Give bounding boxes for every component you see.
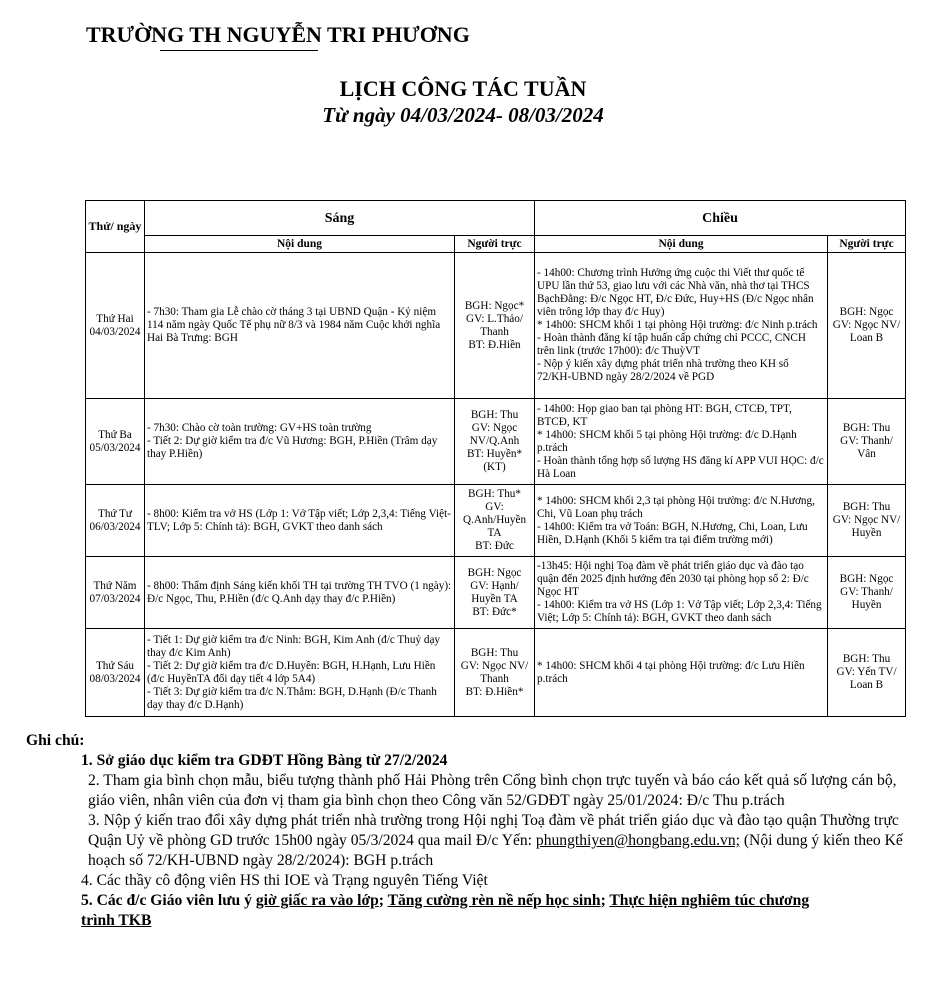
duty-line: BGH: Thu <box>842 501 891 513</box>
morning-duty <box>455 399 535 485</box>
task-line: * 14h00: SHCM khối 2,3 tại phòng Hội trường: đ/c N.Hương, Chi, Vũ Loan phụ trách <box>537 494 815 520</box>
table-row <box>86 557 906 629</box>
table-row <box>86 629 906 717</box>
morning-duty <box>455 629 535 717</box>
day-cell <box>86 253 145 399</box>
morning-content <box>145 399 455 485</box>
day-date: 06/03/2024 <box>89 520 141 533</box>
task-line: - Tiết 3: Dự giờ kiểm tra đ/c N.Thắm: BGH, D.Hạnh (Đ/c Thanh dạy thay đ/c D.Hạnh) <box>147 685 437 711</box>
day-name: Thứ Sáu <box>95 659 135 672</box>
header-afternoon: Chiều <box>535 201 906 236</box>
morning-content <box>145 629 455 717</box>
duty-line: GV: Hạnh/ Huyền TA <box>470 579 519 605</box>
header-day: Thứ/ ngày <box>86 201 145 253</box>
school-name: TRƯỜNG TH NGUYỄN TRI PHƯƠNG <box>86 22 470 47</box>
afternoon-duty <box>828 485 906 557</box>
day-date: 05/03/2024 <box>89 441 141 454</box>
note-5-item-1: giờ giấc ra vào lớp <box>255 892 379 909</box>
date-range: Từ ngày 04/03/2024- 08/03/2024 <box>322 103 604 127</box>
task-line: - 14h00: Kiểm tra vở HS (Lớp 1: Vở Tập viết; Lớp 2,3,4: Tiếng Việt; Lớp 5: Chính tả): BGH, GVKT theo danh sách <box>537 599 822 624</box>
task-line: - Tiết 2: Dự giờ kiểm tra đ/c D.Huyền: BGH, H.Hạnh, Lưu Hiền (đ/c HuyềnTA đổi dạy tiết 4 lớp 5A4) <box>147 659 436 685</box>
email-link[interactable]: phungthiyen@hongbang.edu.vn; <box>535 832 740 849</box>
morning-duty <box>455 557 535 629</box>
duty-line: BGH: Thu <box>842 422 891 434</box>
task-line: - 14h00: Họp giao ban tại phòng HT: BGH, CTCĐ, TPT, BTCĐ, KT <box>537 402 792 428</box>
afternoon-duty <box>828 629 906 717</box>
morning-content <box>145 557 455 629</box>
duty-line: GV: Ngọc NV/ Loan B <box>832 319 901 344</box>
note-5-item-2: Tăng cường rèn nề nếp học sinh <box>387 892 601 909</box>
schedule-table <box>85 200 906 717</box>
day-cell <box>86 399 145 485</box>
table-row <box>86 399 906 485</box>
notes-section <box>26 731 906 931</box>
task-line: - Hoàn thành tổng hợp số lượng HS đăng kí APP VUI HỌC: đ/c Hà Loan <box>537 454 824 480</box>
notes-label: Ghi chú: <box>26 732 85 749</box>
afternoon-duty <box>828 557 906 629</box>
duty-line: GV: Q.Anh/Huyền TA <box>462 501 527 539</box>
day-cell <box>86 485 145 557</box>
school-name-underline <box>160 50 318 51</box>
duty-line: GV: Ngọc NV/Q.Anh <box>469 422 520 447</box>
duty-line: GV: Thanh/ Huyền <box>840 586 893 611</box>
day-cell <box>86 557 145 629</box>
header-afternoon-duty: Người trực <box>828 236 906 253</box>
duty-line: GV: L.Thảo/ Thanh <box>466 312 523 338</box>
note-5-sep-2: ; <box>600 892 610 909</box>
task-line: - 8h00: Thẩm định Sáng kiến khối TH tại trường TH TVO (1 ngày): Đ/c Ngọc, Thu, P.Hiền (đ/c Q.Anh dạy thay đ/c P.Hiền) <box>147 579 452 605</box>
duty-line: BGH: Ngọc <box>467 566 522 579</box>
day-name: Thứ Hai <box>96 312 134 325</box>
duty-line: BT: Đức* <box>472 605 517 618</box>
table-row <box>86 253 906 399</box>
page-title: LỊCH CÔNG TÁC TUẦN <box>339 76 587 101</box>
afternoon-duty <box>828 399 906 485</box>
duty-line: BGH: Thu <box>470 646 519 659</box>
task-line: - Tiết 1: Dự giờ kiểm tra đ/c Ninh: BGH, Kim Anh (đ/c Thuỷ dạy thay đ/c Kim Anh) <box>147 633 440 659</box>
task-line: * 14h00: SHCM khối 5 tại phòng Hội trường: đ/c D.Hạnh p.trách <box>537 428 797 454</box>
duty-line: BGH: Ngọc <box>839 306 894 318</box>
task-line: - 14h00: Chương trình Hưởng ứng cuộc thi Viết thư quốc tế UPU lần thứ 53, giao lưu với các Nhà văn, nhà thơ tại THCS BạchĐằng: Đ/c Ngọc HT, Đ/c Đức, Huy+HS (Đ/c Ngọc nhân viên trông lớp thay đ/c Huy) <box>537 267 814 318</box>
duty-line: GV: Ngọc NV/ Huyền <box>832 514 901 539</box>
header-afternoon-content: Nội dung <box>535 236 828 253</box>
task-line: - 8h00: Kiểm tra vở HS (Lớp 1: Vở Tập viết; Lớp 2,3,4: Tiếng Việt- TLV; Lớp 5: Chính tả): BGH, GVKT theo danh sách <box>147 507 451 533</box>
note-1: 1. Sở giáo dục kiểm tra GDĐT Hồng Bàng từ 27/2/2024 <box>81 752 448 769</box>
note-3 <box>26 811 906 871</box>
note-4: 4. Các thầy cô động viên HS thi IOE và Trạng nguyên Tiếng Việt <box>81 872 488 889</box>
duty-line: BGH: Ngọc <box>839 573 894 585</box>
day-cell <box>86 629 145 717</box>
note-5-item-3: Thực hiện nghiêm túc chương trình TKB <box>81 892 810 929</box>
afternoon-content <box>535 629 828 717</box>
duty-line: GV: Thanh/ Vân <box>840 435 893 460</box>
task-line: * 14h00: SHCM khối 4 tại phòng Hội trường: đ/c Lưu Hiền p.trách <box>537 659 805 685</box>
task-line: - Nộp ý kiến xây dựng phát triển nhà trường theo KH số 72/KH-UBND ngày 28/2/2024 về PGD <box>537 358 789 383</box>
day-name: Thứ Ba <box>98 428 132 441</box>
afternoon-content <box>535 485 828 557</box>
day-name: Thứ Tư <box>98 507 132 520</box>
afternoon-content <box>535 399 828 485</box>
note-5-prefix: 5. Các đ/c Giáo viên lưu ý <box>81 892 256 909</box>
morning-content <box>145 485 455 557</box>
note-3-text: 3. Nộp ý kiến trao đổi xây dựng phát triển nhà trường trong Hội nghị Toạ đàm về phát triển giáo dục và đào tạo quận Thường trực Quận Uỷ về phòng GD trước 15h00 ngày 05/3/2024 qua mail Đ/c Yến: <box>88 812 899 849</box>
header-morning-duty: Người trực <box>455 236 535 253</box>
task-line: - 14h00: Kiểm tra vở Toán: BGH, N.Hương, Chi, Loan, Lưu Hiền, D.Hạnh (Khối 5 kiểm tra tại điểm trường mới) <box>537 520 808 546</box>
task-line: -13h45: Hội nghị Toạ đàm về phát triển giáo dục và đào tạo quận đến 2025 định hướng đến 2030 tại phòng họp số 2: Đ/c Ngọc HT <box>537 560 809 598</box>
header-morning-content: Nội dung <box>145 236 455 253</box>
duty-line: BT: Đ.Hiền* <box>465 685 524 698</box>
note-5 <box>26 891 906 931</box>
duty-line: BGH: Thu <box>470 409 519 421</box>
duty-line: GV: Yến TV/ Loan B <box>836 666 897 691</box>
note-2: 2. Tham gia bình chọn mẫu, biểu tượng thành phố Hải Phòng trên Cổng bình chọn trực tuyến và báo cáo kết quả số lượng cán bộ, giáo viên, nhân viên của đơn vị tham gia bình chọn theo Công văn 52/GDĐT ngày 25/01/2024: Đ/c Thu p.trách <box>88 772 897 809</box>
day-date: 08/03/2024 <box>89 672 141 685</box>
task-line: - Tiết 2: Dự giờ kiểm tra đ/c Vũ Hương: BGH, P.Hiền (Trâm dạy thay P.Hiền) <box>147 435 438 460</box>
afternoon-content <box>535 557 828 629</box>
afternoon-content <box>535 253 828 399</box>
day-name: Thứ Năm <box>93 579 137 592</box>
task-line: - 7h30: Tham gia Lễ chào cờ tháng 3 tại UBND Quận - Kỷ niệm 114 năm ngày Quốc Tế phụ nữ 8/3 và 1984 năm Cuộc khởi nghĩa Hai Bà Trưng: BGH <box>147 306 441 344</box>
task-line: - Hoàn thành đăng kí tập huấn cấp chứng chỉ PCCC, CNCH trên link (trước 17h00): đ/c ThuỳVT <box>537 332 806 357</box>
morning-content <box>145 253 455 399</box>
note-5-sep-1: ; <box>378 892 388 909</box>
day-date: 07/03/2024 <box>89 592 141 605</box>
header-morning: Sáng <box>145 201 535 236</box>
task-line: - 7h30: Chào cờ toàn trường: GV+HS toàn trường <box>147 422 372 434</box>
afternoon-duty <box>828 253 906 399</box>
table-row <box>86 485 906 557</box>
duty-line: BT: Đức <box>475 540 514 552</box>
morning-duty <box>455 253 535 399</box>
duty-line: BGH: Ngọc* <box>464 299 525 312</box>
task-line: * 14h00: SHCM khối 1 tại phòng Hội trường: đ/c Ninh p.trách <box>537 319 818 331</box>
morning-duty <box>455 485 535 557</box>
duty-line: BT: Đ.Hiền <box>468 338 521 351</box>
duty-line: BT: Huyền* (KT) <box>466 448 523 473</box>
day-date: 04/03/2024 <box>89 325 141 338</box>
note-3-tail: (Nội dung ý kiến theo Kế hoạch số 72/KH-UBND ngày 28/2/2024): BGH p.trách <box>88 832 903 869</box>
duty-line: BGH: Thu* <box>468 488 521 500</box>
duty-line: BGH: Thu <box>842 653 891 665</box>
duty-line: GV: Ngọc NV/ Thanh <box>460 659 529 685</box>
